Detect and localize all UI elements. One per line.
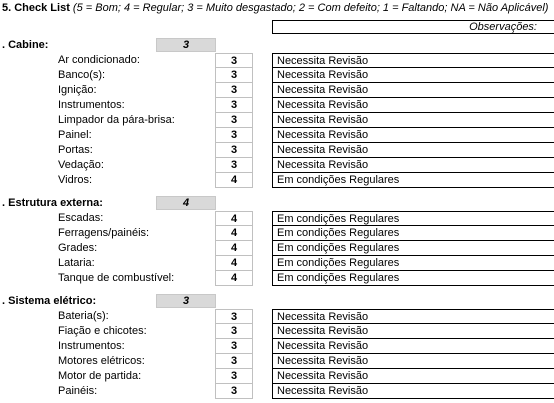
item-observation[interactable]: Em condições Regulares (272, 256, 554, 271)
item-observation[interactable]: Necessita Revisão (272, 128, 554, 143)
checklist-row (0, 271, 554, 286)
item-score[interactable]: 4 (215, 271, 253, 286)
item-score[interactable]: 3 (215, 53, 253, 68)
item-score[interactable]: 4 (215, 226, 253, 241)
item-label: Instrumentos: (58, 340, 125, 352)
section-label-estrutura-externa: . Estrutura externa: (2, 197, 103, 209)
checklist-row (0, 369, 554, 384)
item-score[interactable]: 3 (215, 324, 253, 339)
section-label-sistema-eletrico: . Sistema elétrico: (2, 295, 97, 307)
item-score[interactable]: 3 (215, 369, 253, 384)
section-score-cabine[interactable]: 3 (156, 38, 216, 52)
checklist-row (0, 256, 554, 271)
item-score[interactable]: 4 (215, 211, 253, 226)
item-observation[interactable]: Necessita Revisão (272, 324, 554, 339)
checklist-row (0, 68, 554, 83)
observations-header (272, 20, 554, 34)
item-score[interactable]: 3 (215, 98, 253, 113)
checklist-row (0, 53, 554, 68)
item-score[interactable]: 3 (215, 68, 253, 83)
item-label: Banco(s): (58, 69, 106, 81)
section-label-cabine: . Cabine: (2, 39, 49, 51)
section-score-estrutura-externa[interactable]: 4 (156, 196, 216, 210)
checklist-row (0, 173, 554, 188)
item-observation[interactable]: Em condições Regulares (272, 271, 554, 286)
item-score[interactable]: 3 (215, 384, 253, 399)
item-score[interactable]: 3 (215, 143, 253, 158)
item-observation[interactable]: Necessita Revisão (272, 354, 554, 369)
item-observation[interactable]: Em condições Regulares (272, 226, 554, 241)
checklist-row (0, 339, 554, 354)
item-score[interactable]: 3 (215, 339, 253, 354)
item-score[interactable]: 3 (215, 354, 253, 369)
item-score[interactable]: 3 (215, 113, 253, 128)
item-observation[interactable]: Necessita Revisão (272, 339, 554, 354)
item-score[interactable]: 3 (215, 83, 253, 98)
checklist-title-bold: 5. Check List (2, 2, 70, 14)
item-label: Grades: (58, 242, 98, 254)
item-label: Ignição: (58, 84, 97, 96)
item-observation[interactable]: Em condições Regulares (272, 211, 554, 226)
checklist-title (2, 1, 548, 15)
item-label: Limpador da pára-brisa: (58, 114, 175, 126)
checklist-row (0, 128, 554, 143)
item-observation[interactable]: Em condições Regulares (272, 173, 554, 188)
item-observation[interactable]: Necessita Revisão (272, 158, 554, 173)
item-label: Lataria: (58, 257, 95, 269)
checklist-row (0, 83, 554, 98)
item-label: Fiação e chicotes: (58, 325, 147, 337)
checklist-row (0, 143, 554, 158)
item-label: Instrumentos: (58, 99, 125, 111)
item-observation[interactable]: Necessita Revisão (272, 98, 554, 113)
item-observation[interactable]: Necessita Revisão (272, 369, 554, 384)
checklist-row (0, 98, 554, 113)
checklist-row (0, 211, 554, 226)
item-label: Motores elétricos: (58, 355, 145, 367)
checklist-row (0, 309, 554, 324)
item-score[interactable]: 4 (215, 256, 253, 271)
item-score[interactable]: 3 (215, 309, 253, 324)
item-label: Painel: (58, 129, 92, 141)
checklist-row (0, 354, 554, 369)
item-observation[interactable]: Necessita Revisão (272, 309, 554, 324)
item-score[interactable]: 4 (215, 173, 253, 188)
item-score[interactable]: 4 (215, 241, 253, 256)
item-score[interactable]: 3 (215, 128, 253, 143)
item-label: Motor de partida: (58, 370, 142, 382)
item-observation[interactable]: Necessita Revisão (272, 143, 554, 158)
checklist-legend: (5 = Bom; 4 = Regular; 3 = Muito desgastado; 2 = Com defeito; 1 = Faltando; NA = Não Aplicável) (72, 2, 549, 14)
item-label: Painéis: (58, 385, 98, 397)
section-score-sistema-eletrico[interactable]: 3 (156, 294, 216, 308)
item-observation[interactable]: Em condições Regulares (272, 241, 554, 256)
checklist-row (0, 384, 554, 399)
item-observation[interactable]: Necessita Revisão (272, 384, 554, 399)
checklist-row (0, 241, 554, 256)
item-label: Ferragens/painéis: (58, 227, 150, 239)
checklist-row (0, 226, 554, 241)
checklist-row (0, 158, 554, 173)
checklist-row (0, 324, 554, 339)
item-label: Vidros: (58, 174, 93, 186)
checklist-row (0, 113, 554, 128)
item-score[interactable]: 3 (215, 158, 253, 173)
item-observation[interactable]: Necessita Revisão (272, 83, 554, 98)
item-observation[interactable]: Necessita Revisão (272, 68, 554, 83)
item-observation[interactable]: Necessita Revisão (272, 53, 554, 68)
observations-label: Observações: (469, 21, 537, 33)
item-observation[interactable]: Necessita Revisão (272, 113, 554, 128)
item-label: Bateria(s): (58, 310, 109, 322)
item-label: Vedação: (58, 159, 104, 171)
item-label: Escadas: (58, 212, 104, 224)
item-label: Tanque de combustível: (58, 272, 175, 284)
item-label: Portas: (58, 144, 93, 156)
item-label: Ar condicionado: (58, 54, 140, 66)
